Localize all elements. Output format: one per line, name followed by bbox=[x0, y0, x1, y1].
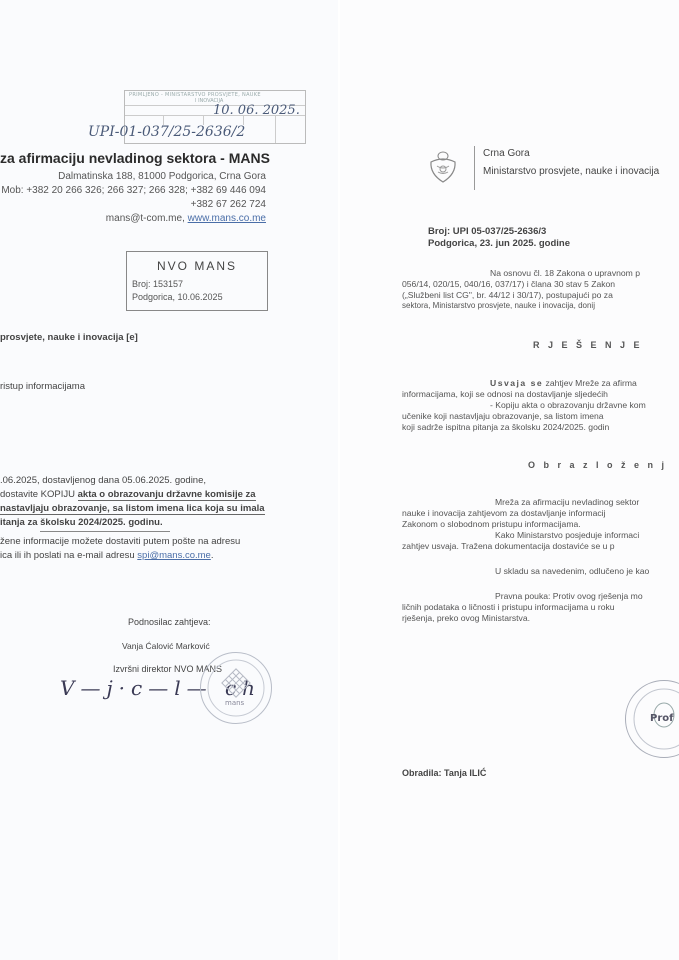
stamp-divider bbox=[275, 115, 276, 143]
body-line-4: itanja za školsku 2024/2025. godinu. bbox=[0, 517, 163, 528]
processed-by: Obradila: Tanja ILIĆ bbox=[402, 768, 487, 778]
reasoning-line-2: nauke i inovacija zahtjevom za dostavljanje informacij bbox=[402, 508, 606, 518]
decision-line-1 bbox=[490, 378, 637, 388]
legal-remedy-line-3: rješenja, preko ovog Ministarstva. bbox=[402, 613, 531, 623]
organization-phones: Mob: +382 20 266 326; 266 327; 266 328; +382 69 446 094 bbox=[1, 185, 266, 196]
handwritten-date: 10. 06. 2025. bbox=[213, 103, 300, 118]
nvo-title: NVO MANS bbox=[156, 259, 237, 273]
reasoning-line-1: Mreža za afirmaciju nevladinog sektor bbox=[495, 497, 640, 507]
seal-text: Prof bbox=[650, 713, 674, 724]
subject: ristup informacijama bbox=[0, 381, 85, 392]
decision-text: zahtjev Mreže za afirma bbox=[543, 378, 637, 388]
signature-label: Podnosilac zahtjeva: bbox=[128, 617, 211, 627]
decision-line-5: koji sadrže ispitna pitanja za školsku 2024/2025. godin bbox=[402, 422, 610, 432]
decision-line-4: učenike koji nastavljaju obrazovanje, sa listom imena bbox=[402, 411, 604, 421]
left-document-page bbox=[0, 0, 338, 960]
reasoning-line-3: Zakonom o slobodnom pristupu informacijama. bbox=[402, 519, 581, 529]
organization-address: Dalmatinska 188, 81000 Podgorica, Crna Gora bbox=[58, 171, 266, 182]
handwritten-registry-number: UPI-01-037/25-2636/2 bbox=[88, 124, 246, 140]
handwritten-signature: V—j·c—l— ch bbox=[60, 676, 262, 700]
signatory-name: Vanja Ćalović Marković bbox=[122, 641, 210, 651]
decision-title: R J E Š E N J E bbox=[533, 340, 643, 350]
reply-email-link[interactable]: spi@mans.co.me bbox=[137, 550, 211, 561]
decision-lead: Usvaja se bbox=[490, 378, 544, 388]
body-line-1: .06.2025, dostavljenog dana 05.06.2025. godine, bbox=[0, 475, 207, 486]
preamble-line-3: („Službeni list CG", br. 44/12 i 30/17), postupajući po za bbox=[402, 290, 613, 300]
organization-website-link[interactable]: www.mans.co.me bbox=[187, 213, 266, 224]
ministry-seal bbox=[625, 680, 679, 758]
montenegro-coat-of-arms-icon bbox=[428, 148, 458, 186]
document-date: Podgorica, 23. jun 2025. godine bbox=[428, 238, 571, 249]
body-text: . bbox=[210, 550, 214, 561]
nvo-place-date: Podgorica, 10.06.2025 bbox=[132, 292, 223, 302]
stamp-header-line2: I INOVACIJA bbox=[195, 98, 224, 104]
requested-document: akta o obrazovanju državne komisije za bbox=[77, 489, 256, 500]
preamble-line-2: 056/14, 020/15, 040/16, 037/17) i člana 30 stav 5 Zakon bbox=[402, 279, 616, 289]
recipient: prosvjete, nauke i inovacija [e] bbox=[0, 332, 138, 343]
organization-contacts: mans@t-com.me, www.mans.co.me bbox=[105, 213, 266, 224]
document-number: Broj: UPI 05-037/25-2636/3 bbox=[428, 226, 547, 237]
decision-line-2: informacijama, koji se odnosi na dostavljanje sljedećih bbox=[402, 389, 608, 399]
body-line-5: žene informacije možete dostaviti putem pošte na adresu bbox=[0, 536, 241, 547]
decision-line-3: - Kopiju akta o obrazovanju državne kom bbox=[490, 400, 646, 410]
preamble-line-4: sektora, Ministarstvo prosvjete, nauke i inovacija, donij bbox=[402, 301, 595, 310]
reasoning-line-6: U skladu sa navedenim, odlučeno je kao bbox=[495, 566, 650, 576]
preamble-line-1: Na osnovu čl. 18 Zakona o upravnom p bbox=[490, 268, 641, 278]
organization-name: za afirmaciju nevladinog sektora - MANS bbox=[0, 150, 270, 166]
ministry-name: Ministarstvo prosvjete, nauke i inovacija bbox=[483, 166, 660, 177]
header-divider bbox=[474, 146, 475, 190]
nvo-mans-stamp bbox=[126, 251, 268, 311]
body-text: ica ili ih poslati na e-mail adresu bbox=[0, 550, 138, 561]
legal-remedy-line-2: ličnih podataka o ličnosti i pristupu informacijama u roku bbox=[402, 602, 615, 612]
body-line-6 bbox=[0, 550, 213, 561]
underline-mark bbox=[40, 531, 170, 532]
signatory-title: Izvršni direktor NVO MANS bbox=[113, 664, 223, 674]
stamp-header: PRIMLJENO - MINISTARSTVO PROSVJETE, NAUKE bbox=[129, 92, 261, 98]
reasoning-title: O b r a z l o ž e n j bbox=[528, 460, 668, 470]
legal-remedy-line-1: Pravna pouka: Protiv ovog rješenja mo bbox=[495, 591, 643, 601]
mans-seal bbox=[200, 652, 272, 724]
reasoning-line-4: Kako Ministarstvo posjeduje informaci bbox=[495, 530, 640, 540]
reasoning-line-5: zahtjev usvaja. Tražena dokumentacija dostaviće se u p bbox=[402, 541, 615, 551]
organization-phone-2: +382 67 262 724 bbox=[190, 199, 266, 210]
right-document-page bbox=[340, 0, 679, 960]
organization-email[interactable]: mans@t-com.me bbox=[105, 213, 183, 224]
body-line-2 bbox=[0, 489, 256, 500]
country-name: Crna Gora bbox=[483, 148, 530, 159]
seal-grid-icon bbox=[201, 653, 271, 723]
body-text: dostavite KOPIJU bbox=[0, 489, 78, 500]
seal-text: mans bbox=[225, 699, 245, 707]
body-line-3: nastavljaju obrazovanje, sa listom imena lica koja su imala bbox=[0, 503, 265, 514]
nvo-number: Broj: 153157 bbox=[132, 279, 184, 289]
